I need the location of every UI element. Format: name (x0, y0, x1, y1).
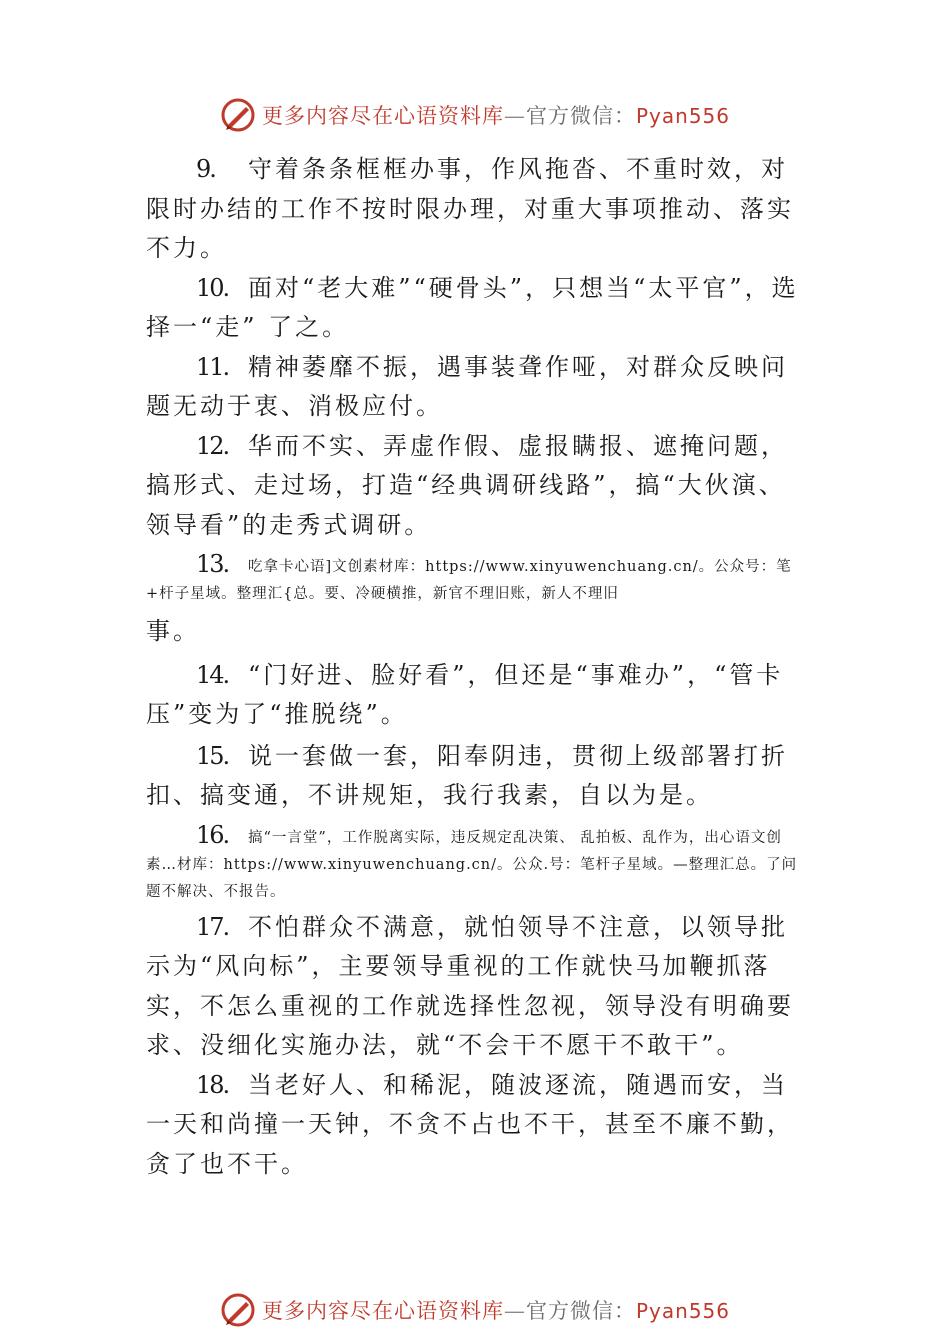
list-item-watermarked: 16. 搞“一言堂”，工作脱离实际，违反规定乱决策、 乱拍板、乱作为，出心语文创素…材库：https://www.xinyuwenchuang.cn/。公众.号：笔杆子星域。—整理汇总。了问题不解决、不报告。 (146, 820, 798, 900)
header-banner (0, 95, 950, 135)
list-item: 12. 华而不实、弄虚作假、虚报瞒报、遮掩问题，搞形式、走过场，打造“经典调研线路”，搞“大伙演、领导看”的走秀式调研。 (146, 431, 788, 539)
list-item-watermarked: 13. 吃拿卡心语]文创素材库：https://www.xinyuwenchuang.cn/。公众号：笔+杆子星域。整理汇{总。要、冷硬横推，新官不理旧账，新人不理旧 (146, 550, 792, 602)
footer-banner (0, 1290, 950, 1330)
list-item: 9. 守着条条框框办事，作风拖沓、不重时效，对限时办结的工作不按时限办理，对重大事项推动、落实不力。 (146, 155, 794, 262)
list-item-tail: 事。 (146, 617, 200, 645)
list-item: 18. 当老好人、和稀泥，随波逐流，随遇而安，当一天和尚撞一天钟，不贪不占也不干，甚至不廉不勤，贪了也不干。 (146, 1070, 794, 1178)
list-item: 15. 说一套做一套，阳奉阴违，贯彻上级部署打折扣、搞变通，不讲规矩，我行我素，自以为是。 (146, 741, 788, 809)
list-item: 14. “门好进、脸好看”，但还是“事难办”，“管卡压”变为了“推脱绕”。 (146, 660, 784, 728)
pen-logo-icon (220, 1292, 256, 1328)
list-item: 10. 面对“老大难”“硬骨头”，只想当“太平官”，选择一“走” 了之。 (146, 273, 799, 341)
footer-text: 更多内容尽在心语资料库—官方微信：Pyan556 (261, 1299, 730, 1323)
header-text: 更多内容尽在心语资料库—官方微信：Pyan556 (261, 104, 730, 128)
pen-logo-icon (220, 97, 256, 133)
list-item: 11. 精神萎靡不振，遇事装聋作哑，对群众反映问题无动于衷、消极应付。 (146, 352, 788, 420)
document-body (146, 150, 806, 1184)
list-item: 17. 不怕群众不满意，就怕领导不注意，以领导批示为“风向标”，主要领导重视的工作就快马加鞭抓落实，不怎么重视的工作就选择性忽视，领导没有明确要求、没细化实施办法，就“不会干不愿干不敢干”。 (146, 912, 794, 1059)
